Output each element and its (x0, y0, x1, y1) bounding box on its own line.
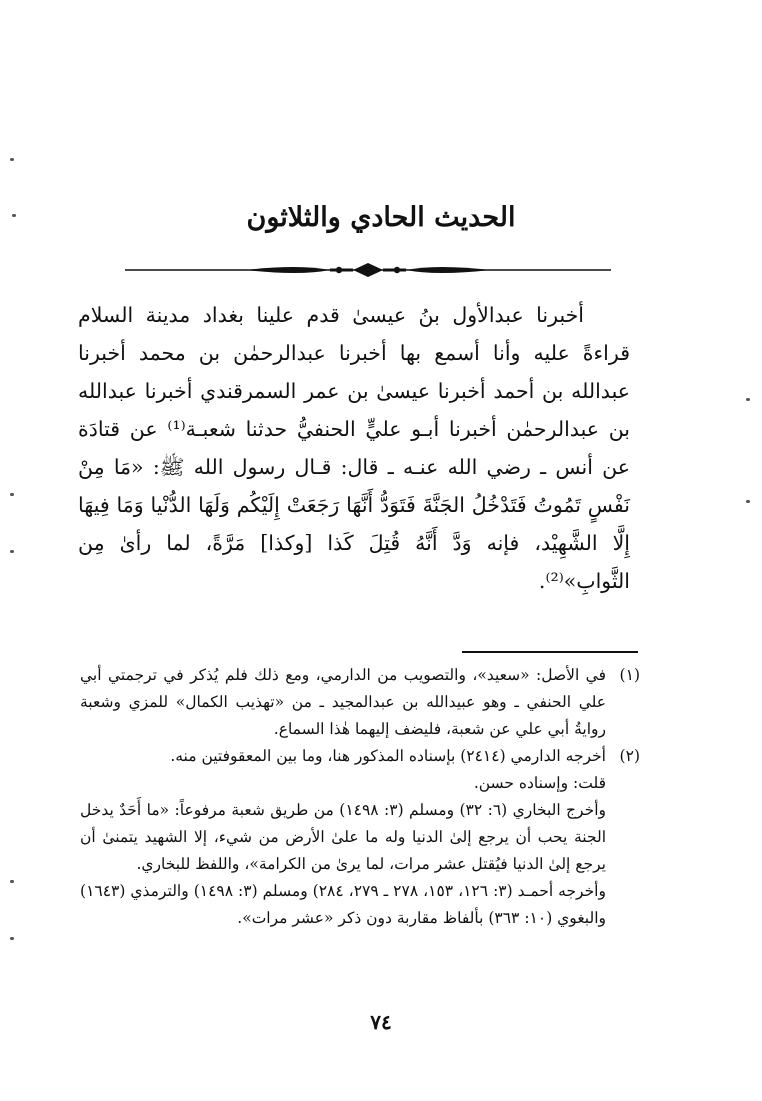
footnotes (80, 662, 640, 932)
footnote-1 (80, 662, 640, 743)
scan-speck (10, 158, 14, 161)
footnote-text: أخرجه الدارمي (٢٤١٤) بإسناده المذكور هنا، وما بين المعقوفتين منه. (170, 747, 606, 765)
scan-speck (746, 398, 750, 401)
hadith-title: الحديث الحادي والثلاثون (246, 202, 516, 233)
footnote-separator (462, 651, 638, 653)
footnote-2-continuation: وأخرجه أحمـد (٣: ١٢٦، ١٥٣، ٢٧٨ ـ ٢٧٩، ٢٨٤) ومسلم (٣: ١٤٩٨) والترمذي (١٦٤٣) والبغوي (١٠: ٣٦٣) بألفاظ مقاربة دون ذكر «عشر مرات». (80, 882, 606, 927)
scan-speck (746, 500, 750, 503)
scan-speck (10, 550, 14, 553)
footnote-2-continuation: وأخرج البخاري (٦: ٣٢) ومسلم (٣: ١٤٩٨) من طريق شعبة مرفوعاً: «ما أَحَدٌ يدخل الجنة يحب أن يرجع إلىٰ الدنيا وله ما علىٰ الأرض من شيء، إلا الشهيد يتمنىٰ أن يرجع إلىٰ الدنيا فيُقتل عشر مرات، لما يرىٰ من الكرامة»، واللفظ للبخاري. (80, 801, 606, 873)
footnote-text: في الأصل: «سعيد»، والتصويب من الدارمي، ومع ذلك فلم يُذكر في ترجمتي أبي علي الحنفي ـ وهو عبيدالله بن عبدالمجيد ـ من «تهذيب الكمال» للمزي وشعبة روايةُ أبي علي عن شعبة، فليضف إليهما هٰذا السماع. (80, 666, 606, 738)
hadith-body (78, 296, 630, 600)
page-number: ٧٤ (370, 1010, 392, 1034)
scan-speck (10, 937, 14, 940)
scan-speck (12, 214, 16, 217)
footnote-2-continuation: قلت: وإسناده حسن. (473, 774, 606, 792)
scan-speck (10, 880, 14, 883)
footnote-number: (١) (619, 666, 640, 684)
hadith-text: أخبرنا عبدالأول بنُ عيسىٰ قدم علينا بغداد مدينة السلام قراءةً عليه وأنا أسمع بها أخبرنا عبدالرحمٰن بن محمد أخبرنا عبدالله بن أحمد أخبرنا عيسىٰ بن عمر السمرقندي أخبرنا عبدالله بن عبدالرحمٰن أخبرنا أبـو عليٍّ الحنفيُّ حدثنا شعبـة⁽¹⁾ عن قتادَة عن أنس ـ رضي الله عنـه ـ قال: قـال رسول الله ﷺ: «مَا مِنْ نَفْسٍ تَمُوتُ فَتَدْخُلُ الجَنَّةَ فَتَوَدُّ أَنَّهَا رَجَعَتْ إِلَيْكُم وَلَهَا الدُّنْيا وَمَا فِيهَا إِلَّا الشَّهِيْد، فإنه وَدَّ أَنَّهُ قُتِلَ كَذا [وكذا] مَرَّةً، لما رأىٰ مِن الثَّوابِ»⁽²⁾. (78, 303, 630, 593)
title-ornament-divider (125, 262, 611, 278)
footnote-number: (٢) (619, 747, 640, 765)
footnote-2 (80, 743, 640, 770)
scan-speck (10, 493, 14, 496)
